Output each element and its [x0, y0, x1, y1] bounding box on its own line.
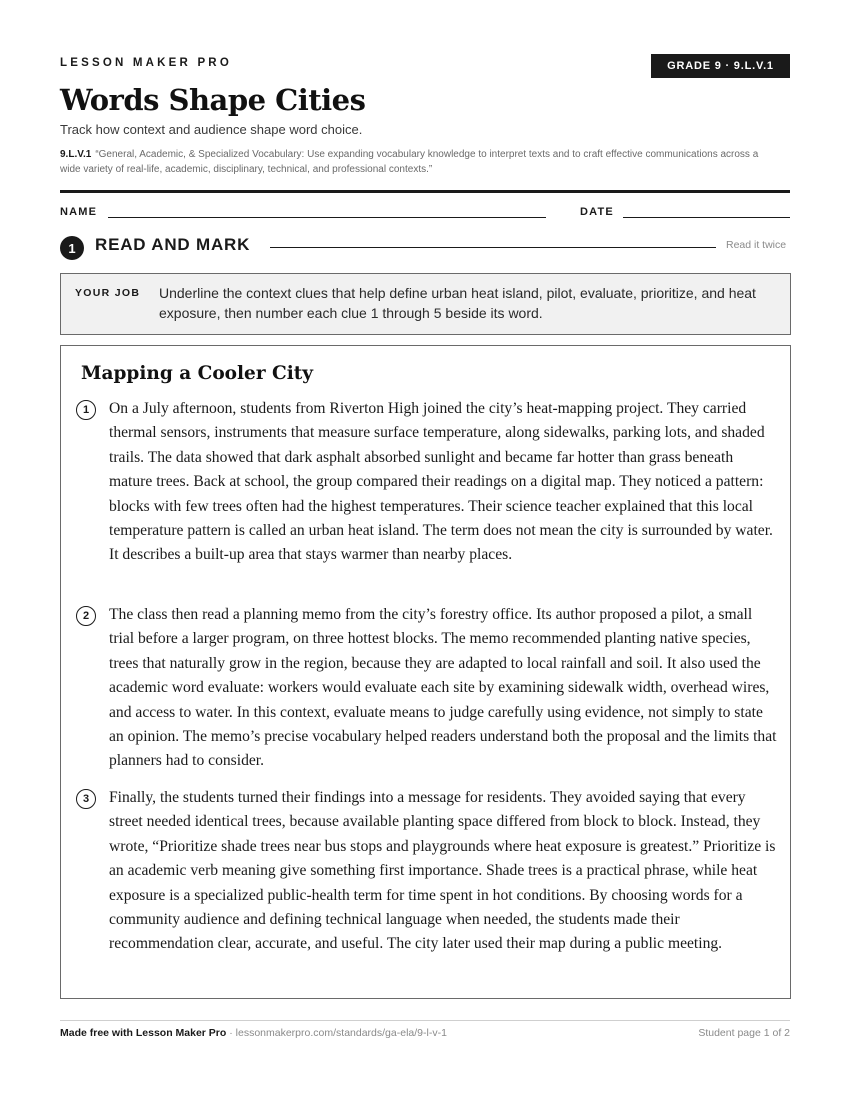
date-field[interactable] — [623, 217, 790, 218]
footer-credit — [60, 1027, 447, 1039]
header-divider — [60, 190, 790, 193]
paragraph-number: 1 — [76, 400, 96, 420]
standard-text: “General, Academic, & Specialized Vocabulary: Use expanding vocabulary knowledge to interpret texts and to craft effective communications across a wide variety of real-life, academic, disciplinary, technical, and professional contexts.” — [60, 149, 759, 175]
footer-url-link[interactable]: lessonmakerpro.com/standards/ga-ela/9-l-v-1 — [235, 1027, 447, 1039]
brand-name: LESSON MAKER PRO — [60, 57, 232, 69]
instructions-box — [60, 273, 791, 335]
instructions-label: YOUR JOB — [75, 287, 141, 299]
paragraph-text: Finally, the students turned their findings into a message for residents. They avoided saying that every street needed identical trees, because available planting space differed from block to block. Instead, they wrote, “Prioritize shade trees near bus stops and playgrounds where heat exposure is greatest.” Prioritize is an academic verb meaning give something first importance. Shade trees is a practical phrase, while heat exposure is a specialized public-health term for time spent in hot conditions. By choosing words for a community audience and defining technical language when needed, the students made their recommendation clear, accurate, and useful. The city later used their map during a public meeting. — [109, 789, 776, 953]
section-number-badge: 1 — [60, 236, 84, 260]
footer-separator: · — [226, 1027, 236, 1039]
standard-description — [60, 147, 760, 177]
footer-divider — [60, 1020, 790, 1021]
paragraph-number: 2 — [76, 606, 96, 626]
footer-made-with: Made free with Lesson Maker Pro — [60, 1027, 227, 1039]
section-title: READ AND MARK — [95, 235, 251, 254]
name-label: NAME — [60, 206, 98, 218]
page-title: Words Shape Cities — [60, 83, 366, 117]
paragraph-number: 3 — [76, 789, 96, 809]
section-note: Read it twice — [726, 239, 787, 251]
standard-code: 9.L.V.1 — [60, 149, 92, 160]
section-divider — [270, 247, 716, 248]
instructions-text: Underline the context clues that help define urban heat island, pilot, evaluate, prioritize, and heat exposure, then number each clue 1 through 5 beside its word. — [159, 285, 756, 321]
date-label: DATE — [580, 206, 614, 218]
page-indicator: Student page 1 of 2 — [698, 1027, 790, 1039]
grade-badge: GRADE 9 · 9.L.V.1 — [651, 54, 790, 78]
name-field[interactable] — [108, 217, 546, 218]
page-subtitle: Track how context and audience shape word choice. — [60, 122, 363, 137]
passage-title: Mapping a Cooler City — [81, 363, 314, 384]
paragraph-text: On a July afternoon, students from Riverton High joined the city’s heat-mapping project. They carried thermal sensors, instruments that measure surface temperature, along sidewalks, parking lots, and shaded trails. The data showed that dark asphalt absorbed sunlight and became far hotter than grass beneath mature trees. Back at school, the group compared their readings on a digital map. They noticed a pattern: blocks with few trees often had the highest temperatures. Their science teacher explained that this local temperature pattern is called an urban heat island. The term does not mean the city is surrounded by water. It describes a built-up area that stays warmer than nearby places. — [109, 400, 773, 564]
reading-passage — [60, 345, 791, 999]
paragraph-text: The class then read a planning memo from the city’s forestry office. Its author proposed a pilot, a small trial before a larger program, on three hottest blocks. The memo recommended planting native species, trees that naturally grow in the region, because they are adapted to local rainfall and soil. It also used the academic word evaluate: workers would evaluate each site by examining sidewalk width, overhead wires, and access to water. In this context, evaluate means to judge carefully using evidence, not simply to state an opinion. The memo’s precise vocabulary helped readers understand both the proposal and the limits that planners had to consider. — [109, 606, 777, 770]
